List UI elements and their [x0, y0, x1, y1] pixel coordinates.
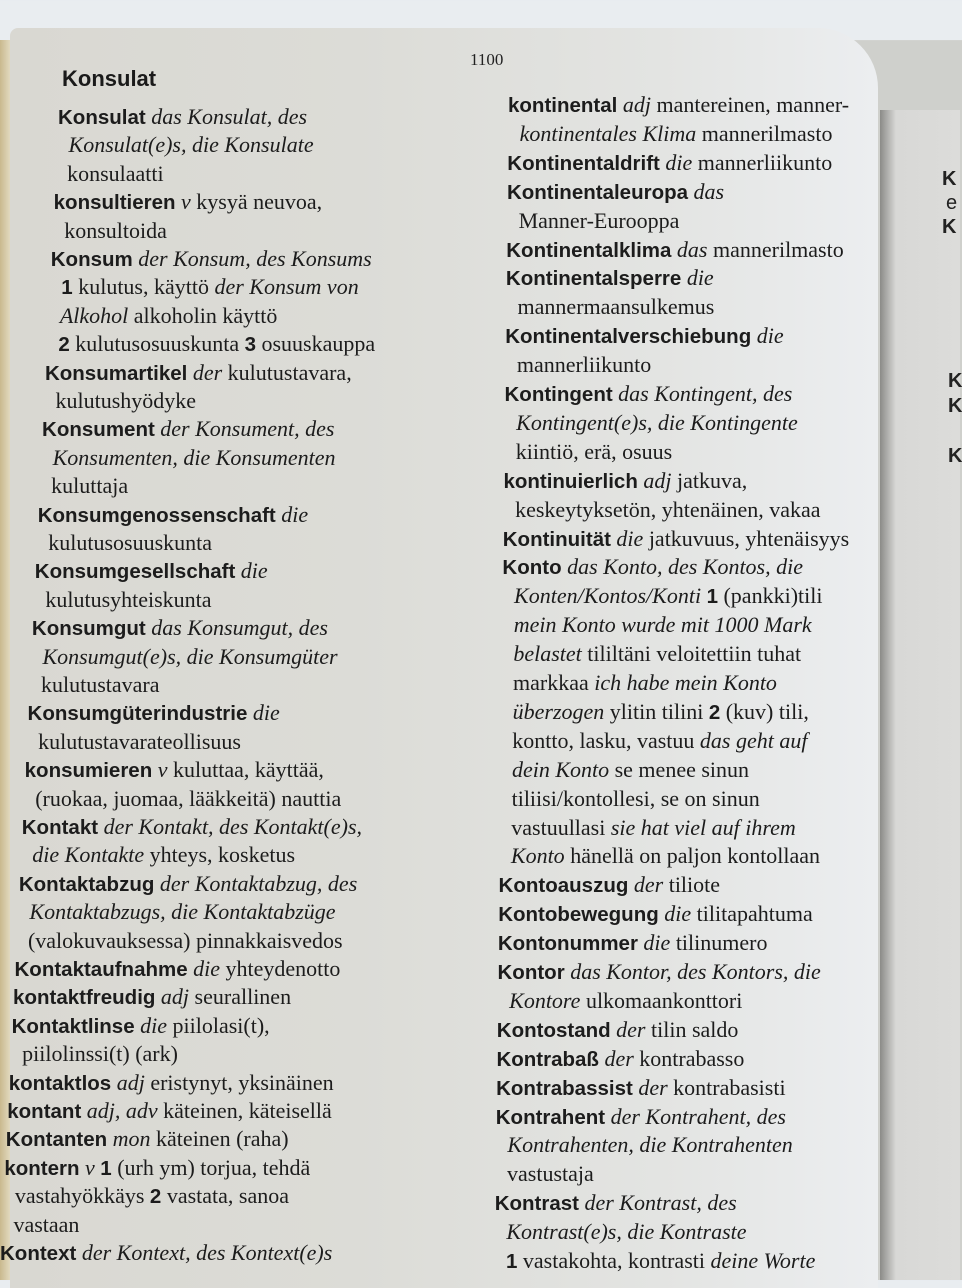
dictionary-continuation-line [53, 445, 336, 471]
dictionary-entry-line [506, 265, 714, 291]
grammar-italic: adj, adv [81, 1098, 158, 1123]
dictionary-continuation-line [69, 132, 314, 158]
dictionary-entry-line [496, 1075, 785, 1101]
next-page-fragment: e [946, 192, 958, 214]
headword-bold: Kontinuität [502, 527, 611, 551]
translation-text: vastuullasi [511, 814, 611, 840]
grammar-italic: sie hat viel auf ihrem [610, 814, 796, 840]
grammar-italic: die [658, 901, 692, 927]
translation-text: (pankki)tili [717, 583, 823, 609]
translation-text: mannerilmasto [696, 120, 833, 146]
headword-bold: konsultieren [53, 191, 176, 215]
headword-bold: Kontinentaldrift [507, 151, 660, 175]
translation-text: vastahyökkäys [14, 1183, 150, 1209]
headword-bold: Konsument [42, 418, 155, 442]
headword-bold: 2 [58, 333, 70, 357]
dictionary-continuation-line [32, 842, 295, 868]
dictionary-continuation-line [509, 988, 742, 1014]
dictionary-entry-line [506, 237, 843, 263]
dictionary-entry-line [498, 901, 813, 927]
dictionary-continuation-line [511, 843, 820, 869]
dictionary-continuation-line [506, 1248, 815, 1274]
translation-text: kulutustavarateollisuus [38, 728, 241, 754]
grammar-italic: adj [637, 467, 672, 493]
dictionary-entry-line [54, 189, 323, 215]
dictionary-entry-line [0, 1240, 332, 1266]
translation-text: keskeytyksetön, yhtenäinen, vakaa [515, 496, 821, 522]
grammar-italic: die [187, 956, 221, 981]
dictionary-entry-line [499, 872, 720, 898]
grammar-italic: das geht auf [699, 727, 808, 753]
dictionary-entry-line [495, 1190, 737, 1216]
grammar-italic: das Konto, des Kontos, die [561, 554, 803, 580]
translation-text: jatkuvuus, yhtenäisyys [643, 525, 850, 551]
headword-bold: Kontinentalklima [506, 238, 672, 262]
translation-text: ulkomaankonttori [580, 987, 743, 1013]
translation-text: kulutusyhteiskunta [45, 586, 212, 612]
translation-text: markkaa [513, 670, 595, 695]
grammar-italic: Kontrahenten, die Kontrahenten [507, 1132, 793, 1158]
grammar-italic: adj [617, 92, 651, 117]
grammar-italic: das [671, 236, 708, 262]
dictionary-entry-line [38, 502, 308, 528]
dictionary-continuation-line [29, 899, 335, 925]
headword-bold: Kontonummer [497, 932, 638, 956]
dictionary-continuation-line [520, 121, 833, 147]
grammar-italic: die [681, 265, 714, 291]
grammar-italic: die [610, 525, 644, 551]
dictionary-continuation-line [45, 587, 211, 613]
dictionary-entry-line [6, 1126, 289, 1152]
grammar-italic: die [637, 930, 671, 956]
dictionary-continuation-line [41, 672, 160, 698]
translation-text: vastakohta, kontrasti [517, 1248, 711, 1273]
headword-bold: Kontostand [496, 1018, 611, 1042]
translation-text: se menee sinun [609, 756, 750, 782]
grammar-italic: der Kontext, des Kontext(e)s [76, 1240, 333, 1265]
dictionary-continuation-line [58, 331, 375, 357]
dictionary-continuation-line [48, 530, 212, 556]
dictionary-entry-line [51, 246, 372, 272]
grammar-italic: der Kontrast, des [578, 1190, 737, 1216]
translation-text: käteinen (raha) [150, 1126, 289, 1152]
dictionary-continuation-line [513, 670, 777, 696]
translation-text: mannermaansulkemus [517, 294, 715, 320]
translation-text: mannerliikunto [516, 352, 652, 378]
translation-text: kontrabasso [633, 1045, 745, 1071]
headword-bold: kontaktlos [8, 1071, 112, 1095]
dictionary-entry-line [28, 700, 280, 726]
translation-text: kontto, lasku, vastuu [512, 727, 700, 753]
dictionary-entry-line [35, 558, 268, 584]
grammar-italic: der Kontaktabzug, des [154, 870, 358, 896]
translation-text: tilin saldo [645, 1016, 739, 1042]
translation-text: kulutustavara [41, 672, 160, 697]
dictionary-entry-line [45, 360, 352, 386]
headword-bold: Konsumartikel [44, 361, 188, 385]
translation-text: kulutushyödyke [55, 388, 197, 413]
translation-text: kontrabasisti [667, 1074, 786, 1100]
grammar-italic: Konsumgut(e)s, die Konsumgüter [42, 643, 338, 669]
dictionary-continuation-line [514, 612, 812, 638]
dictionary-entry-line [7, 1098, 332, 1124]
headword-bold: kontant [7, 1100, 82, 1123]
dictionary-continuation-line [516, 439, 672, 465]
headword-bold: Konsumgenossenschaft [37, 503, 276, 527]
grammar-italic: mein Konto wurde mit 1000 Mark [513, 612, 812, 638]
translation-text: mantereinen, manner- [650, 92, 850, 117]
translation-text: konsultoida [64, 217, 167, 243]
translation-text: piilolasi(t), [167, 1012, 270, 1038]
dictionary-entry-line [42, 416, 334, 442]
grammar-italic: v [79, 1154, 101, 1180]
dictionary-entry-line [503, 468, 747, 494]
dictionary-entry-line [505, 381, 793, 407]
translation-text: vastaan [13, 1211, 80, 1237]
translation-text: tilitapahtuma [691, 901, 813, 927]
translation-text: tililtäni veloitettiin tuhat [581, 641, 802, 667]
dictionary-entry-line [507, 179, 724, 205]
dictionary-continuation-line [67, 161, 164, 187]
headword-bold: kontinental [508, 94, 618, 117]
grammar-italic: der Konsument, des [154, 416, 335, 442]
dictionary-continuation-line [61, 274, 358, 300]
dictionary-entry-line [12, 1013, 270, 1039]
dictionary-continuation-line [519, 208, 680, 234]
headword-bold: 2 [149, 1185, 162, 1209]
grammar-italic: das Konsumgut, des [145, 615, 328, 641]
grammar-italic: der [628, 872, 664, 898]
dictionary-continuation-line [64, 218, 167, 244]
headword-bold: Konsumgüterindustrie [27, 702, 248, 726]
translation-text: kulutusosuuskunta [48, 530, 213, 555]
grammar-italic: ich habe mein Konto [594, 670, 777, 695]
next-page-fragment: K [948, 395, 962, 417]
grammar-italic: Konten/Kontos/Konti [514, 583, 707, 609]
grammar-italic: die [247, 700, 280, 726]
grammar-italic: mon [107, 1126, 151, 1152]
dictionary-entry-line [19, 871, 357, 897]
grammar-italic: die [235, 558, 268, 584]
dictionary-continuation-line [511, 815, 796, 841]
headword-bold: Kontakt [21, 816, 99, 839]
dictionary-entry-line [22, 814, 362, 840]
grammar-italic: der Kontrahent, des [605, 1103, 786, 1129]
grammar-italic: Kontingent(e)s, die Kontingente [516, 409, 798, 435]
headword-bold: Kontinentalverschiebung [505, 325, 752, 349]
dictionary-continuation-line [42, 644, 337, 670]
translation-text: tiliisi/kontollesi, se on sinun [511, 785, 760, 811]
translation-text: yhteydenotto [220, 956, 341, 981]
headword-bold: Konsumgut [31, 617, 146, 641]
translation-text: alkoholin käyttö [128, 302, 278, 328]
translation-text: ylitin tilini [604, 698, 709, 724]
dictionary-continuation-line [513, 641, 801, 667]
next-page-fragment: K [942, 168, 957, 190]
grammar-italic: v [175, 189, 191, 215]
grammar-italic: Kontaktabzugs, die Kontaktabzüge [29, 899, 336, 925]
headword-bold: Kontrast [494, 1192, 579, 1216]
translation-text: mannerilmasto [707, 236, 844, 262]
headword-bold: Konsulat [58, 106, 146, 129]
translation-text: (urh ym) torjua, tehdä [111, 1154, 311, 1180]
next-page-edge [880, 110, 960, 1280]
headword-bold: Konto [502, 556, 562, 580]
grammar-italic: das Konsulat, des [145, 104, 308, 129]
headword-bold: Kontrabaß [496, 1047, 599, 1071]
translation-text: piilolinssi(t) (ark) [22, 1041, 178, 1067]
translation-text: kuluttaa, käyttää, [167, 757, 324, 783]
translation-text: (ruokaa, juomaa, lääkkeitä) nauttia [35, 785, 342, 811]
running-head: Konsulat [62, 66, 157, 91]
dictionary-entry-line [496, 1104, 786, 1130]
grammar-italic: das [688, 178, 725, 204]
dictionary-continuation-line [517, 352, 651, 378]
grammar-italic: der [187, 359, 223, 385]
headword-bold: Kontaktlinse [11, 1014, 135, 1038]
dictionary-entry-line [505, 323, 783, 349]
headword-bold: 1 [706, 585, 718, 609]
headword-bold: Kontanten [5, 1128, 108, 1152]
translation-text: kiintiö, erä, osuus [515, 438, 673, 464]
headword-bold: 1 [506, 1250, 518, 1273]
dictionary-continuation-line [518, 294, 715, 320]
dictionary-entry-line [498, 930, 768, 956]
headword-bold: 2 [708, 700, 721, 724]
dictionary-continuation-line [507, 1161, 594, 1187]
grammar-italic: das Kontor, des Kontors, die [564, 959, 821, 984]
translation-text: eristynyt, yksinäinen [144, 1069, 334, 1095]
headword-bold: Kontobewegung [498, 903, 659, 927]
headword-bold: Kontaktabzug [18, 872, 155, 896]
dictionary-continuation-line [507, 1132, 792, 1158]
headword-bold: 3 [244, 333, 256, 357]
translation-text: kysyä neuvoa, [190, 189, 323, 215]
dictionary-continuation-line [512, 786, 760, 812]
dictionary-entry-line [15, 956, 341, 982]
headword-bold: Kontinentalsperre [505, 267, 682, 291]
translation-text: mannerliikunto [692, 149, 833, 175]
grammar-italic: Konsumenten, die Konsumenten [52, 444, 336, 470]
grammar-italic: der Kontakt, des Kontakt(e)s, [98, 814, 363, 839]
translation-text: vastata, sanoa [161, 1183, 289, 1209]
grammar-italic: dein Konto [511, 756, 610, 782]
grammar-italic: adj [111, 1069, 145, 1095]
headword-bold: Konsum [50, 248, 133, 271]
translation-text: kulutusosuuskunta [69, 331, 245, 357]
headword-bold: Kontoauszug [498, 874, 629, 898]
headword-bold: kontaktfreudig [13, 986, 156, 1010]
headword-bold: Kontor [497, 961, 565, 984]
dictionary-continuation-line [516, 410, 798, 436]
grammar-italic: die [275, 501, 309, 527]
dictionary-continuation-line [15, 1183, 289, 1209]
dictionary-entry-line [507, 150, 832, 176]
translation-text: vastustaja [507, 1161, 594, 1187]
headword-bold: Kontext [0, 1242, 77, 1265]
headword-bold: Kontrabassist [496, 1076, 633, 1100]
headword-bold: Konsumgesellschaft [34, 560, 236, 584]
translation-text: tiliote [663, 872, 721, 898]
grammar-italic: überzogen [512, 698, 605, 724]
translation-text: käteinen, käteisellä [157, 1098, 332, 1123]
dictionary-entry-line [9, 1070, 334, 1096]
dictionary-continuation-line [60, 303, 278, 329]
grammar-italic: Konsulat(e)s, die Konsulate [68, 132, 314, 158]
translation-text: kuluttaja [51, 473, 129, 499]
headword-bold: Kontingent [504, 383, 613, 406]
page-number: 1100 [470, 50, 504, 69]
dictionary-entry-line [508, 92, 849, 118]
grammar-italic: die [134, 1012, 168, 1038]
headword-bold: Kontrahent [495, 1105, 606, 1129]
grammar-italic: die [751, 323, 784, 349]
headword-bold: 1 [61, 276, 73, 300]
grammar-italic: Kontrast(e)s, die Kontraste [506, 1219, 747, 1245]
grammar-italic: die Kontakte [32, 842, 145, 868]
next-page-fragment: K [942, 216, 957, 238]
grammar-italic: belastet [513, 641, 582, 667]
headword-bold: kontinuierlich [503, 469, 638, 493]
dictionary-continuation-line [506, 1219, 746, 1245]
dictionary-continuation-line [514, 583, 822, 609]
headword-bold: Kontinentaleuropa [506, 180, 689, 204]
dictionary-entry-line [32, 615, 328, 641]
dictionary-continuation-line [38, 729, 241, 755]
headword-bold: Kontaktaufnahme [14, 958, 188, 981]
dictionary-continuation-line [28, 928, 343, 954]
grammar-italic: Alkohol [59, 302, 129, 328]
dictionary-entry-line [25, 757, 324, 783]
grammar-italic: v [152, 757, 168, 783]
next-page-fragment: K [948, 445, 962, 467]
translation-text: (valokuvauksessa) pinnakkaisvedos [27, 927, 343, 953]
translation-text: kulutus, käyttö [72, 274, 215, 300]
dictionary-entry-line [497, 1017, 739, 1043]
dictionary-continuation-line [22, 1041, 178, 1067]
next-page-fragment: K [948, 370, 962, 392]
grammar-italic: kontinentales Klima [519, 120, 697, 146]
grammar-italic: das Kontingent, des [612, 381, 793, 406]
dictionary-continuation-line [512, 757, 749, 783]
grammar-italic: adj [155, 984, 190, 1010]
grammar-italic: der [632, 1074, 668, 1100]
grammar-italic: der [610, 1016, 646, 1042]
translation-text: hänellä on paljon kontollaan [564, 843, 821, 869]
dictionary-continuation-line [513, 699, 809, 725]
dictionary-continuation-line [51, 473, 128, 499]
grammar-italic: deine Worte [710, 1248, 816, 1273]
grammar-italic: der Konsum, des Konsums [132, 246, 372, 271]
grammar-italic: die [659, 149, 693, 175]
grammar-italic: Konto [510, 843, 565, 869]
translation-text: yhteys, kosketus [144, 842, 296, 868]
dictionary-entry-line [4, 1155, 310, 1181]
headword-bold: konsumieren [24, 759, 153, 783]
dictionary-entry-line [503, 526, 850, 552]
headword-bold: kontern [4, 1156, 80, 1180]
dictionary-entry-line [502, 554, 803, 580]
dictionary-continuation-line [13, 1212, 79, 1238]
grammar-italic: der Konsum von [214, 274, 359, 300]
grammar-italic: der [598, 1045, 634, 1071]
dictionary-entry-line [498, 959, 821, 985]
headword-bold: 1 [100, 1156, 112, 1180]
dictionary-continuation-line [56, 388, 197, 414]
translation-text: osuuskauppa [256, 331, 376, 357]
grammar-italic: Kontore [509, 987, 581, 1013]
translation-text: kulutustavara, [222, 359, 352, 385]
dictionary-entry-line [58, 104, 307, 130]
dictionary-entry-line [13, 984, 291, 1010]
translation-text: (kuv) tili, [720, 698, 809, 724]
translation-text: tilinumero [670, 930, 768, 956]
translation-text: seurallinen [189, 984, 292, 1010]
dictionary-continuation-line [515, 497, 820, 523]
translation-text: jatkuva, [671, 467, 748, 493]
translation-text: konsulaatti [67, 160, 164, 186]
dictionary-continuation-line [35, 786, 341, 812]
dictionary-continuation-line [512, 728, 807, 754]
dictionary-entry-line [496, 1046, 744, 1072]
translation-text: Manner-Eurooppa [518, 207, 680, 233]
